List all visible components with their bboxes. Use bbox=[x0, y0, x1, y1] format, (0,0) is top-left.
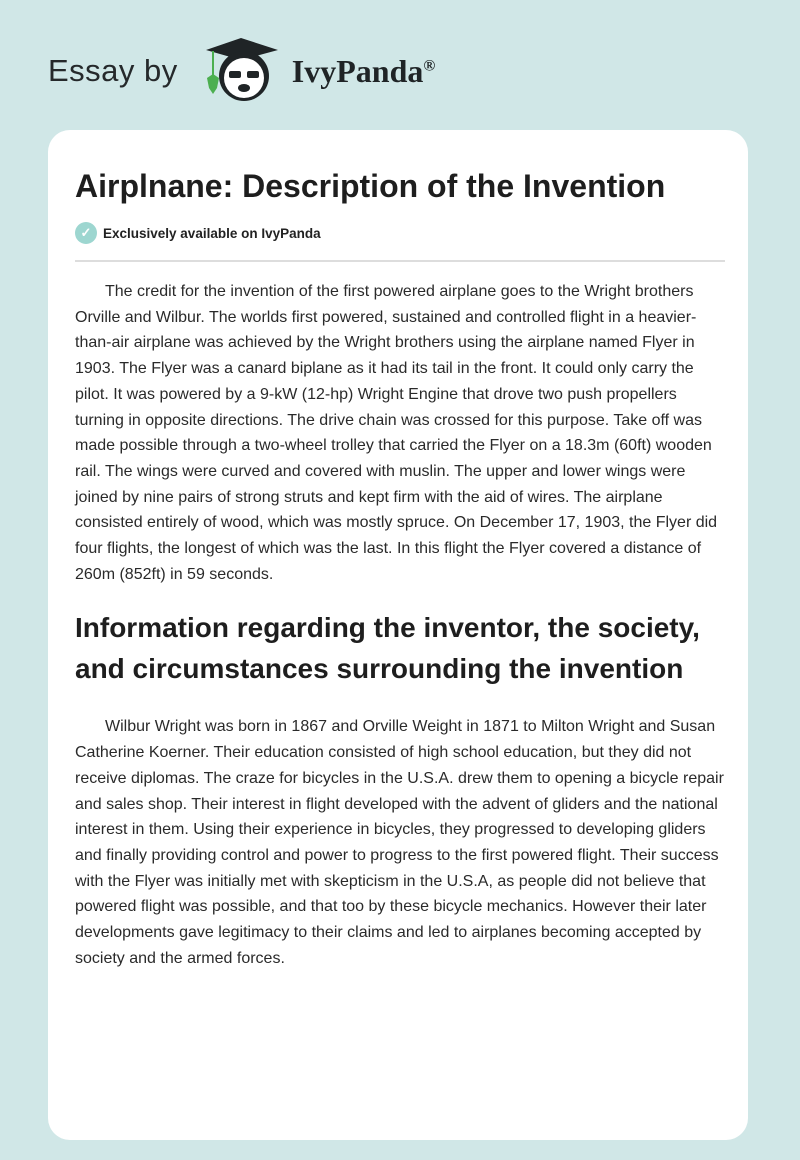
section-heading: Information regarding the inventor, the society, and circumstances surrounding the invention bbox=[75, 612, 700, 685]
check-icon: ✓ bbox=[75, 222, 97, 244]
article-title: Airplnane: Description of the Invention bbox=[75, 168, 666, 204]
brand-name[interactable] bbox=[292, 53, 436, 90]
panda-logo-icon[interactable] bbox=[196, 36, 286, 106]
registered-mark: ® bbox=[423, 56, 436, 74]
article-content bbox=[75, 166, 725, 971]
exclusive-label: Exclusively available on IvyPanda bbox=[103, 225, 321, 241]
site-header bbox=[48, 36, 435, 106]
article-card bbox=[48, 130, 748, 1140]
essay-by-label: Essay by bbox=[48, 53, 178, 88]
divider bbox=[75, 260, 725, 262]
paragraph: Wilbur Wright was born in 1867 and Orville Weight in 1871 to Milton Wright and Susan Catherine Koerner. Their education consisted of high school education, but they did not receive diplomas. The craze for bicycles in the U.S.A. drew them to opening a bicycle repair and sales shop. Their interest in flight developed with the advent of gliders and the national interest in them. Using their experience in bicycles, they progressed to developing gliders and finally providing control and power to progress to the first powered flight. Their success with the Flyer was initially met with skepticism in the U.S.A, as people did not believe that powered flight was possible, and that too by these bicycle mechanics. However their later developments gave legitimacy to their claims and led to airplanes becoming accepted by society and the armed forces. bbox=[75, 718, 724, 967]
brand-text: IvyPanda bbox=[291, 52, 424, 89]
paragraph: The credit for the invention of the first powered airplane goes to the Wright brothers Orville and Wilbur. The worlds first powered, sustained and controlled flight in a heavier-than-air airplane was achieved by the Wright brothers using the airplane named Flyer in 1903. The Flyer was a canard biplane as it had its tail in the front. It could only carry the pilot. It was powered by a 9-kW (12-hp) Wright Engine that drove two push propellers turning in opposite directions. The drive chain was crossed for this purpose. Take off was made possible through a two-wheel trolley that carried the Flyer on a 18.3m (60ft) wooden rail. The wings were curved and covered with muslin. The upper and lower wings were joined by nine pairs of strong struts and kept firm with the aid of wires. The airplane consisted entirely of wood, which was mostly spruce. On December 17, 1903, the Flyer did four flights, the longest of which was the last. In this flight the Flyer covered a distance of 260m (852ft) in 59 seconds. bbox=[75, 283, 718, 583]
exclusive-badge bbox=[75, 222, 725, 244]
